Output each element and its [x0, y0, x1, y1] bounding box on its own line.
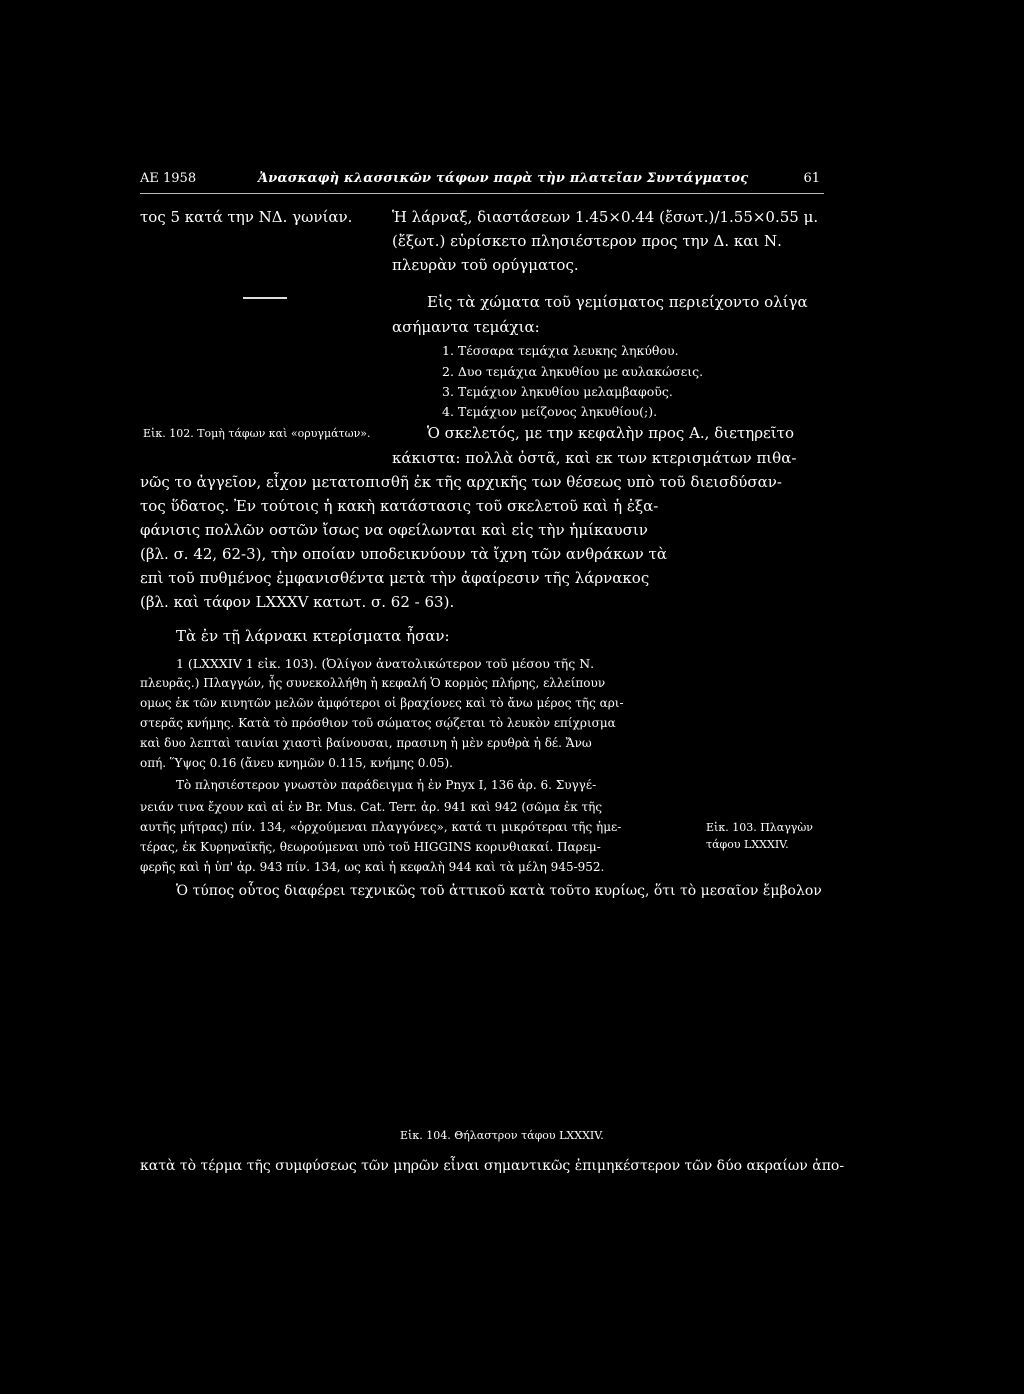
text-line: πλευρᾶς.) Πλαγγών, ἧς συνεκολλήθη ἡ κεφαλή Ὁ κορμὸς πλήρης, ελλείπουν — [140, 676, 606, 690]
text-line: κάκιστα: πολλὰ ὀστᾶ, καὶ εκ των κτερισμάτων πιθα- — [392, 449, 797, 467]
text-line: πλευρὰν τοῦ ορύγματος. — [392, 256, 579, 274]
list-item: 2. Δυο τεμάχια ληκυθίου με αυλακώσεις. — [442, 364, 704, 379]
page-number: 61 — [803, 171, 820, 186]
list-item: 4. Τεμάχιον μείζονος ληκυθίου(;). — [442, 404, 658, 419]
text-line: νειάν τινα ἔχουν καὶ αἱ ἐν Br. Mus. Cat. Terr. ἀρ. 941 καὶ 942 (σῶμα ἐκ τῆς — [140, 800, 603, 814]
text-line: ομως ἐκ τῶν κινητῶν μελῶν ἀμφότεροι οἱ βραχίονες καὶ τὸ ἄνω μέρος τῆς αρι- — [140, 696, 624, 710]
text-line: Τὸ πλησιέστερον γνωστὸν παράδειγμα ἡ ἐν Pnyx I, 136 ἀρ. 6. Συγγέ- — [176, 778, 597, 792]
text-line: Εἰς τὰ χώματα τοῦ γεμίσματος περιείχοντο ολίγα — [427, 293, 808, 311]
text-line: (ἔξωτ.) εὑρίσκετο πλησιέστερον προς την Δ. και Ν. — [392, 232, 782, 250]
list-item: 3. Τεμάχιον ληκυθίου μελαμβαφοῦς. — [442, 384, 673, 399]
text-line: οπή. Ὕψος 0.16 (ἄνευ κνημῶν 0.115, κνήμης 0.05). — [140, 756, 453, 770]
text-line: ασήμαντα τεμάχια: — [392, 318, 540, 336]
header-rule — [140, 193, 824, 194]
running-title: Ἀνασκαφὴ κλασσικῶν τάφων παρὰ τὴν πλατεῖαν Συντάγματος — [258, 171, 749, 186]
figure-103-caption-line1: Εἰκ. 103. Πλαγγὼν — [706, 821, 813, 834]
figure-marker — [243, 297, 287, 299]
text-line: τέρας, ἐκ Κυρηναϊκῆς, θεωρούμεναι υπὸ τοῦ HIGGINS κορινθιακαί. Παρεμ- — [140, 840, 601, 854]
catalogue-entry: 1 (LXXXIV 1 εἰκ. 103). (Ὀλίγον ἀνατολικώτερον τοῦ μέσου τῆς Ν. — [176, 656, 595, 671]
text-line: στερᾶς κνήμης. Κατὰ τὸ πρόσθιον τοῦ σώματος σῴζεται τὸ λευκὸν επίχρισμα — [140, 716, 616, 730]
text-line: κατὰ τὸ τέρμα τῆς συμφύσεως τῶν μηρῶν εἶναι σημαντικῶς ἐπιμηκέστερον τῶν δύο ακραίων ἀπο- — [140, 1158, 845, 1174]
text-line: (βλ. καὶ τάφον LXXXV κατωτ. σ. 62 - 63). — [140, 593, 455, 611]
text-line: (βλ. σ. 42, 62-3), τὴν οποίαν υποδεικνύουν τὰ ἴχνη τῶν ανθράκων τὰ — [140, 545, 667, 563]
text-line: τος ὕδατος. Ἐν τούτοις ἡ κακὴ κατάστασις τοῦ σκελετοῦ καὶ ἡ ἐξα- — [140, 497, 659, 515]
text-line: αυτῆς μήτρας) πίν. 134, «ὀρχούμεναι πλαγγόνες», κατά τι μικρότεραι τῆς ἡμε- — [140, 820, 622, 834]
figure-104-caption: Εἰκ. 104. Θήλαστρον τάφου LXXXIV. — [400, 1129, 604, 1142]
text-line: Ἡ λάρναξ, διαστάσεων 1.45×0.44 (ἔσωτ.)/1.55×0.55 μ. — [392, 208, 819, 226]
text-line: φερῆς καὶ ἡ ὑπ' ἀρ. 943 πίν. 134, ως καὶ ἡ κεφαλὴ 944 καὶ τὰ μέλη 945-952. — [140, 860, 605, 874]
list-item: 1. Τέσσαρα τεμάχια λευκης ληκύθου. — [442, 343, 679, 358]
text-line: τος 5 κατά την ΝΔ. γωνίαν. — [140, 208, 353, 226]
text-line: Ὁ σκελετός, με την κεφαλὴν προς Α., διετηρεῖτο — [427, 424, 794, 442]
text-line: καὶ δυο λεπταὶ ταινίαι χιαστὶ βαίνουσαι, πρασινη ἡ μὲν ερυθρὰ ἡ δέ. Ἄνω — [140, 736, 592, 750]
text-line: επὶ τοῦ πυθμένος ἐμφανισθέντα μετὰ τὴν ἀφαίρεσιν τῆς λάρνακος — [140, 569, 650, 587]
text-line: Τὰ ἐν τῇ λάρνακι κτερίσματα ἦσαν: — [176, 627, 450, 645]
text-line: Ὁ τύπος οὗτος διαφέρει τεχνικῶς τοῦ ἀττικοῦ κατὰ τοῦτο κυρίως, ὅτι τὸ μεσαῖον ἔμβολον — [176, 883, 822, 899]
text-line: νῶς το ἀγγεῖον, εἶχον μετατοπισθῆ ἐκ τῆς αρχικῆς των θέσεως υπὸ τοῦ διεισδύσαν- — [140, 473, 782, 491]
figure-102-caption: Εἰκ. 102. Τομὴ τάφων καὶ «ορυγμάτων». — [143, 427, 371, 440]
figure-103-caption-line2: τάφου LXXXIV. — [706, 838, 789, 851]
text-line: φάνισις πολλῶν οστῶν ἴσως να οφείλωνται καὶ εἰς τὴν ἡμίκαυσιν — [140, 521, 648, 539]
journal-label: ΑΕ 1958 — [140, 171, 197, 186]
